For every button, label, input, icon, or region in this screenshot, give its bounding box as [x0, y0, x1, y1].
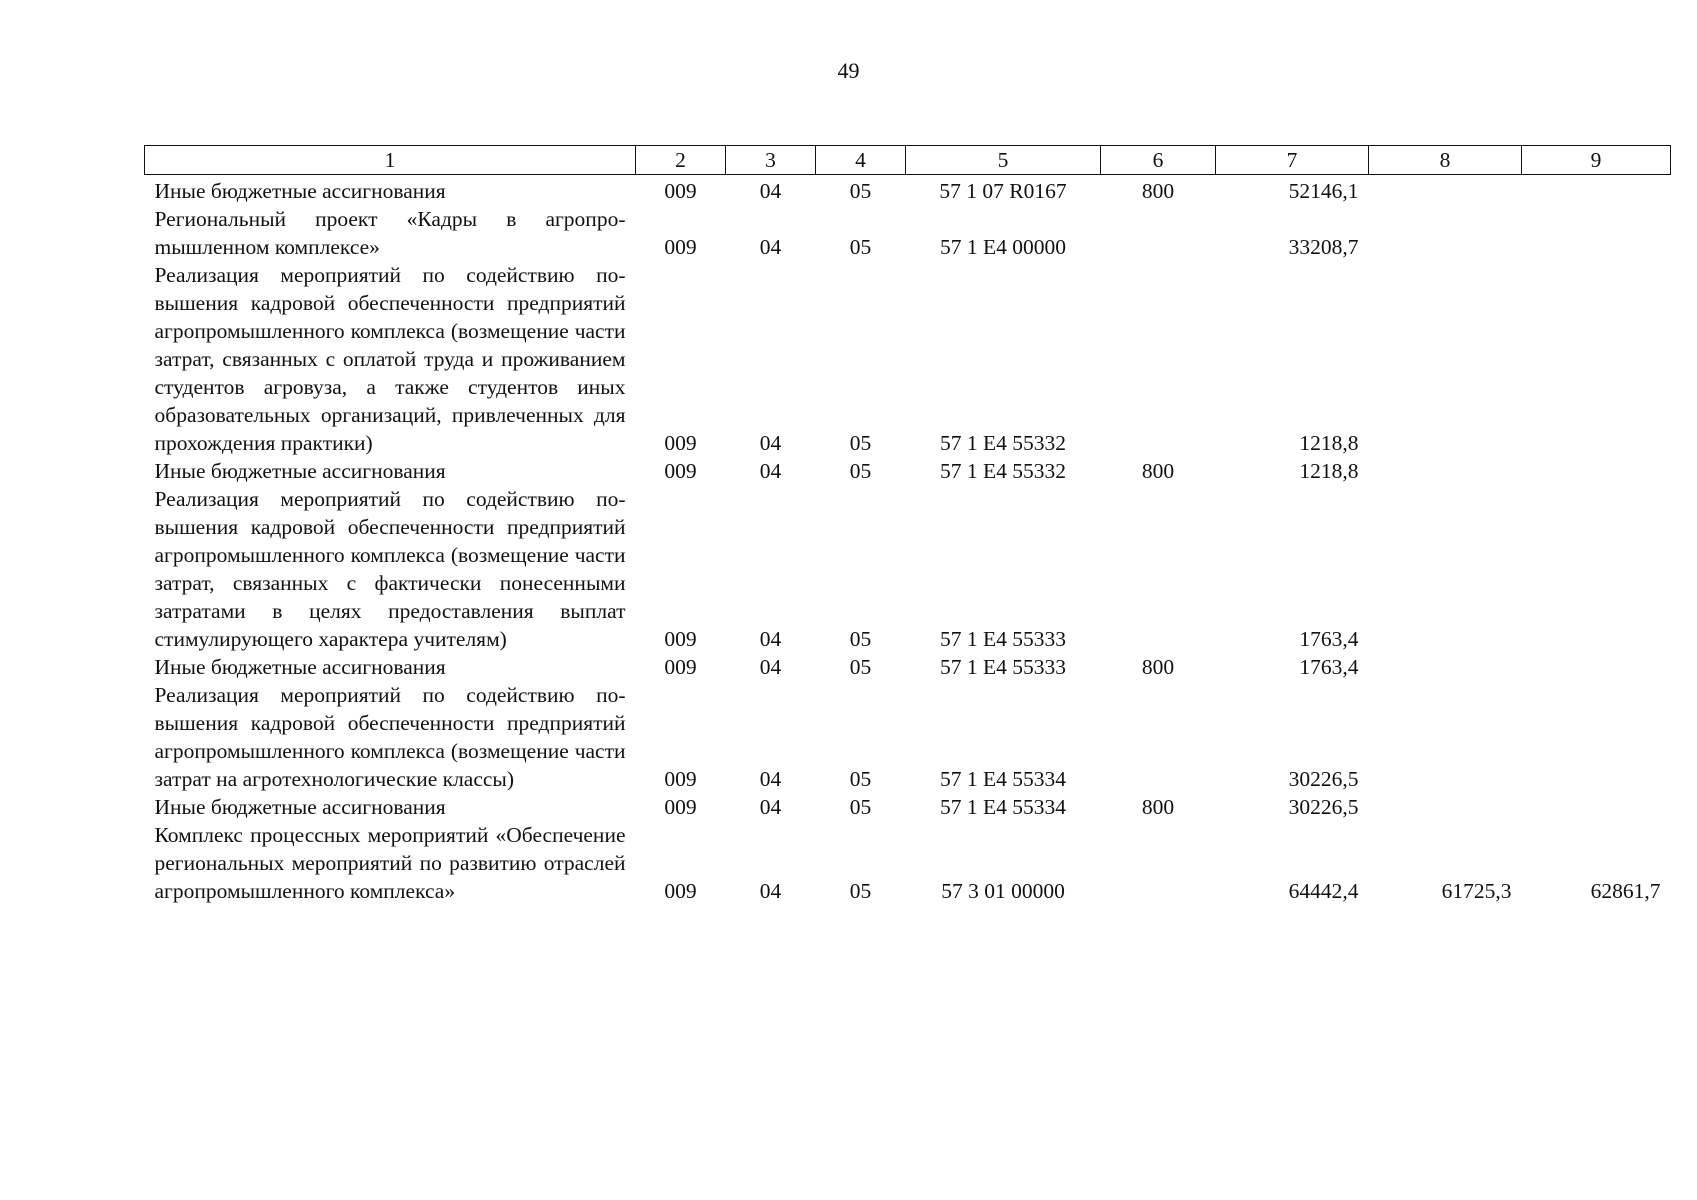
column-header: 1 — [145, 146, 636, 175]
amount-col-8 — [1369, 793, 1522, 821]
amount-col-9 — [1522, 485, 1671, 653]
section-code: 04 — [759, 627, 782, 651]
table-row — [145, 485, 1671, 653]
table-row — [145, 821, 1671, 905]
section-code: 04 — [759, 235, 782, 259]
expense-type-code — [1101, 205, 1216, 261]
ministry-code: 009 — [664, 767, 697, 791]
subsection-code: 05 — [849, 767, 872, 791]
row-name: Иные бюджетные ассигнования — [154, 795, 446, 819]
table-row — [145, 681, 1671, 793]
amount-col-9 — [1522, 681, 1671, 793]
table-row — [145, 793, 1671, 821]
row-name: Иные бюджетные ассигнования — [154, 655, 446, 679]
amount-col-7: 1763,4 — [1299, 655, 1359, 679]
expense-type-code — [1101, 681, 1216, 793]
amount-col-9: 62861,7 — [1590, 879, 1661, 903]
amount-col-8 — [1369, 653, 1522, 681]
row-name: Комплекс процессных мероприятий «Обеспечение региональных мероприятий по развитию отраслей агропромышленного комплекса» — [154, 823, 626, 903]
amount-col-9 — [1522, 457, 1671, 485]
table-row — [145, 205, 1671, 261]
ministry-code: 009 — [664, 879, 697, 903]
subsection-code: 05 — [849, 431, 872, 455]
budget-table — [144, 145, 1671, 905]
row-name: Иные бюджетные ассигнования — [154, 179, 446, 203]
ministry-code: 009 — [664, 431, 697, 455]
column-header: 2 — [636, 146, 726, 175]
amount-col-8 — [1369, 175, 1522, 206]
amount-col-8 — [1369, 681, 1522, 793]
amount-col-7: 64442,4 — [1288, 879, 1359, 903]
amount-col-9 — [1522, 793, 1671, 821]
table-row — [145, 261, 1671, 457]
amount-col-7: 1218,8 — [1299, 431, 1359, 455]
section-code: 04 — [759, 459, 782, 483]
amount-col-9 — [1522, 261, 1671, 457]
target-article-code: 57 1 E4 55333 — [939, 655, 1066, 679]
amount-col-9 — [1522, 175, 1671, 206]
expense-type-code: 800 — [1141, 795, 1175, 819]
ministry-code: 009 — [664, 459, 697, 483]
target-article-code: 57 1 E4 55334 — [939, 795, 1066, 819]
amount-col-7: 30226,5 — [1288, 767, 1359, 791]
amount-col-7: 1763,4 — [1299, 627, 1359, 651]
target-article-code: 57 1 E4 55334 — [939, 767, 1066, 791]
amount-col-7: 30226,5 — [1288, 795, 1359, 819]
column-header: 3 — [726, 146, 816, 175]
ministry-code: 009 — [664, 655, 697, 679]
expense-type-code — [1101, 485, 1216, 653]
amount-col-9 — [1522, 205, 1671, 261]
column-header: 9 — [1522, 146, 1671, 175]
section-code: 04 — [759, 179, 782, 203]
column-header: 5 — [906, 146, 1101, 175]
section-code: 04 — [759, 795, 782, 819]
column-header: 7 — [1216, 146, 1369, 175]
ministry-code: 009 — [664, 795, 697, 819]
target-article-code: 57 1 07 R0167 — [939, 179, 1067, 203]
table-header-row — [145, 146, 1671, 175]
amount-col-8 — [1369, 485, 1522, 653]
amount-col-8 — [1369, 205, 1522, 261]
expense-type-code: 800 — [1141, 655, 1175, 679]
row-name: Реализация мероприятий по содействию повышения кадровой обеспеченности предприятий агропромышленного комплекса (возмещение части затрат, связанных с фактически понесенными затратами в целях предоставления выплат стимулирующего характера учителям) — [154, 487, 626, 651]
table-row — [145, 653, 1671, 681]
subsection-code: 05 — [849, 879, 872, 903]
amount-col-8 — [1369, 261, 1522, 457]
subsection-code: 05 — [849, 459, 872, 483]
target-article-code: 57 1 E4 00000 — [939, 235, 1066, 259]
section-code: 04 — [759, 767, 782, 791]
page-number: 49 — [837, 58, 860, 83]
amount-col-9 — [1522, 653, 1671, 681]
subsection-code: 05 — [849, 235, 872, 259]
table-row — [145, 175, 1671, 206]
amount-col-7: 52146,1 — [1288, 179, 1359, 203]
amount-col-7: 33208,7 — [1288, 235, 1359, 259]
row-name: Региональный проект «Кадры в агропроmышленном комплексе» — [154, 207, 626, 259]
column-header: 6 — [1101, 146, 1216, 175]
target-article-code: 57 1 E4 55333 — [939, 627, 1066, 651]
row-name: Иные бюджетные ассигнования — [154, 459, 446, 483]
row-name: Реализация мероприятий по содействию повышения кадровой обеспеченности предприятий агропромышленного комплекса (возмещение части затрат на агротехнологические классы) — [154, 683, 626, 791]
amount-col-8: 61725,3 — [1441, 879, 1512, 903]
expense-type-code: 800 — [1141, 179, 1175, 203]
column-header: 8 — [1369, 146, 1522, 175]
subsection-code: 05 — [849, 655, 872, 679]
target-article-code: 57 1 E4 55332 — [939, 459, 1066, 483]
section-code: 04 — [759, 655, 782, 679]
expense-type-code — [1101, 821, 1216, 905]
target-article-code: 57 3 01 00000 — [941, 879, 1065, 903]
target-article-code: 57 1 E4 55332 — [939, 431, 1066, 455]
row-name: Реализация мероприятий по содействию повышения кадровой обеспеченности предприятий агропромышленного комплекса (возмещение части затрат, связанных с оплатой труда и проживанием студентов агровуза, а также студентов иных образовательных организаций, привлеченных для прохождения практики) — [154, 263, 626, 455]
table-row — [145, 457, 1671, 485]
ministry-code: 009 — [664, 179, 697, 203]
subsection-code: 05 — [849, 795, 872, 819]
column-header: 4 — [816, 146, 906, 175]
amount-col-8 — [1369, 457, 1522, 485]
section-code: 04 — [759, 431, 782, 455]
ministry-code: 009 — [664, 235, 697, 259]
section-code: 04 — [759, 879, 782, 903]
ministry-code: 009 — [664, 627, 697, 651]
subsection-code: 05 — [849, 179, 872, 203]
subsection-code: 05 — [849, 627, 872, 651]
expense-type-code — [1101, 261, 1216, 457]
amount-col-7: 1218,8 — [1299, 459, 1359, 483]
expense-type-code: 800 — [1141, 459, 1175, 483]
